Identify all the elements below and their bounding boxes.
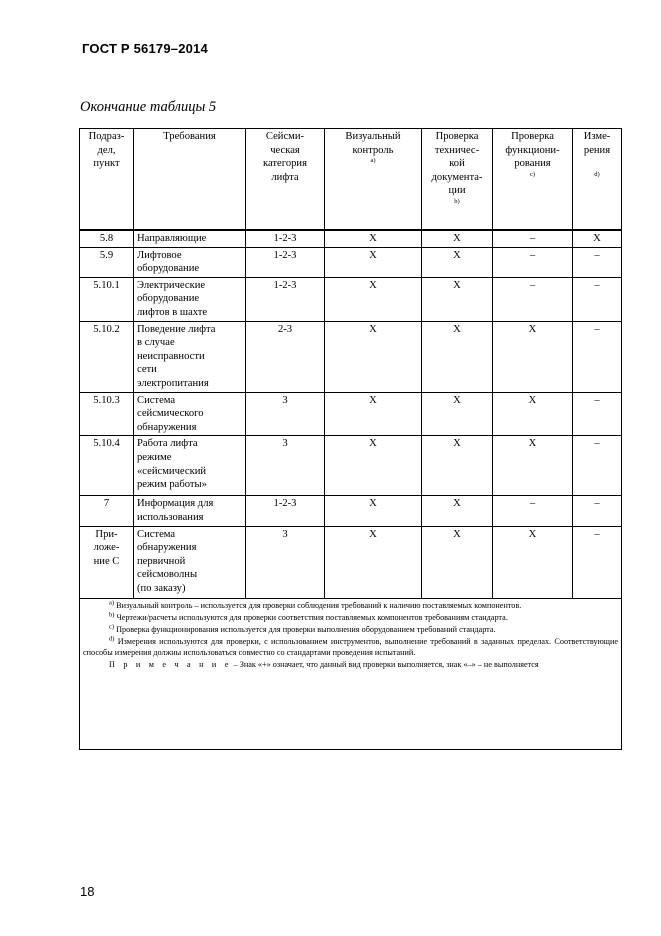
cell-section: 5.10.3: [80, 392, 134, 436]
cell-doc-check: X: [422, 436, 493, 496]
cell-section: 5.9: [80, 247, 134, 277]
col-header-doc-check: Проверка техничес- кой документа- ции b): [422, 129, 493, 231]
table-row: [80, 247, 622, 277]
table-row: [80, 392, 622, 436]
cell-measurements: –: [573, 436, 622, 496]
cell-visual-control: X: [325, 436, 422, 496]
cell-measurements: –: [573, 277, 622, 321]
cell-seismic-category: 1-2-3: [246, 277, 325, 321]
cell-seismic-category: 1-2-3: [246, 496, 325, 526]
cell-function-check: –: [493, 230, 573, 247]
cell-measurements: –: [573, 496, 622, 526]
cell-seismic-category: 3: [246, 392, 325, 436]
cell-function-check: –: [493, 247, 573, 277]
cell-function-check: X: [493, 526, 573, 598]
cell-visual-control: X: [325, 496, 422, 526]
cell-function-check: –: [493, 277, 573, 321]
cell-requirement: Информация для использования: [134, 496, 246, 526]
table-row: [80, 230, 622, 247]
table-row: [80, 321, 622, 392]
cell-visual-control: X: [325, 526, 422, 598]
cell-seismic-category: 1-2-3: [246, 230, 325, 247]
cell-requirement: Электрические оборудование лифтов в шахте: [134, 277, 246, 321]
cell-measurements: X: [573, 230, 622, 247]
cell-function-check: X: [493, 392, 573, 436]
cell-requirement: Лифтовое оборудование: [134, 247, 246, 277]
col-header-requirements: Требования: [134, 129, 246, 231]
page-number: 18: [80, 884, 95, 899]
table-row: [80, 436, 622, 496]
col-header-visual-control: Визуальный контроль a): [325, 129, 422, 231]
cell-section: 7: [80, 496, 134, 526]
cell-doc-check: X: [422, 496, 493, 526]
table-row: [80, 496, 622, 526]
cell-requirement: Работа лифта режиме «сейсмический режим работы»: [134, 436, 246, 496]
cell-visual-control: X: [325, 247, 422, 277]
col-header-function-check: Проверка функциони- рования c): [493, 129, 573, 231]
cell-doc-check: X: [422, 321, 493, 392]
cell-requirement: Поведение лифта в случае неисправности сети электропитания: [134, 321, 246, 392]
col-header-section: Подраз- дел, пункт: [80, 129, 134, 231]
document-code: ГОСТ Р 56179–2014: [82, 41, 208, 56]
table-notes-row: [80, 598, 622, 749]
cell-requirement: Система сейсмического обнаружения: [134, 392, 246, 436]
note-remark: П р и м е ч а н и е – Знак «+» означает, что данный вид проверки выполняется, знак «–» – не выполняется: [109, 659, 539, 669]
cell-function-check: X: [493, 321, 573, 392]
cell-doc-check: X: [422, 230, 493, 247]
requirements-table: [79, 128, 622, 750]
cell-doc-check: X: [422, 392, 493, 436]
cell-measurements: –: [573, 526, 622, 598]
cell-requirement: Система обнаружения первичной сейсмоволны (по заказу): [134, 526, 246, 598]
table-caption: Окончание таблицы 5: [80, 99, 217, 115]
note-c: $^{c)}$ Проверка функционирования используется для проверки выполнения оборудованием требований стандарта.: [109, 622, 496, 634]
cell-requirement: Направляющие: [134, 230, 246, 247]
cell-function-check: –: [493, 496, 573, 526]
cell-seismic-category: 3: [246, 526, 325, 598]
cell-section: При- ложе- ние С: [80, 526, 134, 598]
table-header-row: [80, 129, 622, 231]
cell-visual-control: X: [325, 392, 422, 436]
col-header-measurements: Изме- рения d): [573, 129, 622, 231]
table-notes: [80, 598, 622, 749]
cell-seismic-category: 3: [246, 436, 325, 496]
cell-seismic-category: 2-3: [246, 321, 325, 392]
cell-section: 5.10.2: [80, 321, 134, 392]
table-row: [80, 277, 622, 321]
cell-measurements: –: [573, 321, 622, 392]
col-header-seismic-category: Сейсми- ческая категория лифта: [246, 129, 325, 231]
cell-section: 5.10.4: [80, 436, 134, 496]
cell-seismic-category: 1-2-3: [246, 247, 325, 277]
note-d: $^{d)}$ Измерения используются для проверки, с использованием инструментов, выполнение требований в заданных пределах. Соответствующие способы измерения должны использоваться совместно со стандартами проведения испытаний.: [83, 634, 618, 657]
cell-function-check: X: [493, 436, 573, 496]
note-a: $^{a)}$ Визуальный контроль – используется для проверки соблюдения требований к наличию поставляемых компонентов.: [109, 598, 522, 610]
cell-section: 5.8: [80, 230, 134, 247]
cell-visual-control: X: [325, 277, 422, 321]
cell-section: 5.10.1: [80, 277, 134, 321]
cell-doc-check: X: [422, 277, 493, 321]
cell-visual-control: X: [325, 321, 422, 392]
note-b: $^{b)}$ Чертежи/расчеты используются для проверки соответствия поставляемых компонентов требованиям стандарта.: [109, 610, 508, 622]
cell-measurements: –: [573, 392, 622, 436]
cell-doc-check: X: [422, 526, 493, 598]
cell-visual-control: X: [325, 230, 422, 247]
cell-doc-check: X: [422, 247, 493, 277]
table-row: [80, 526, 622, 598]
cell-measurements: –: [573, 247, 622, 277]
